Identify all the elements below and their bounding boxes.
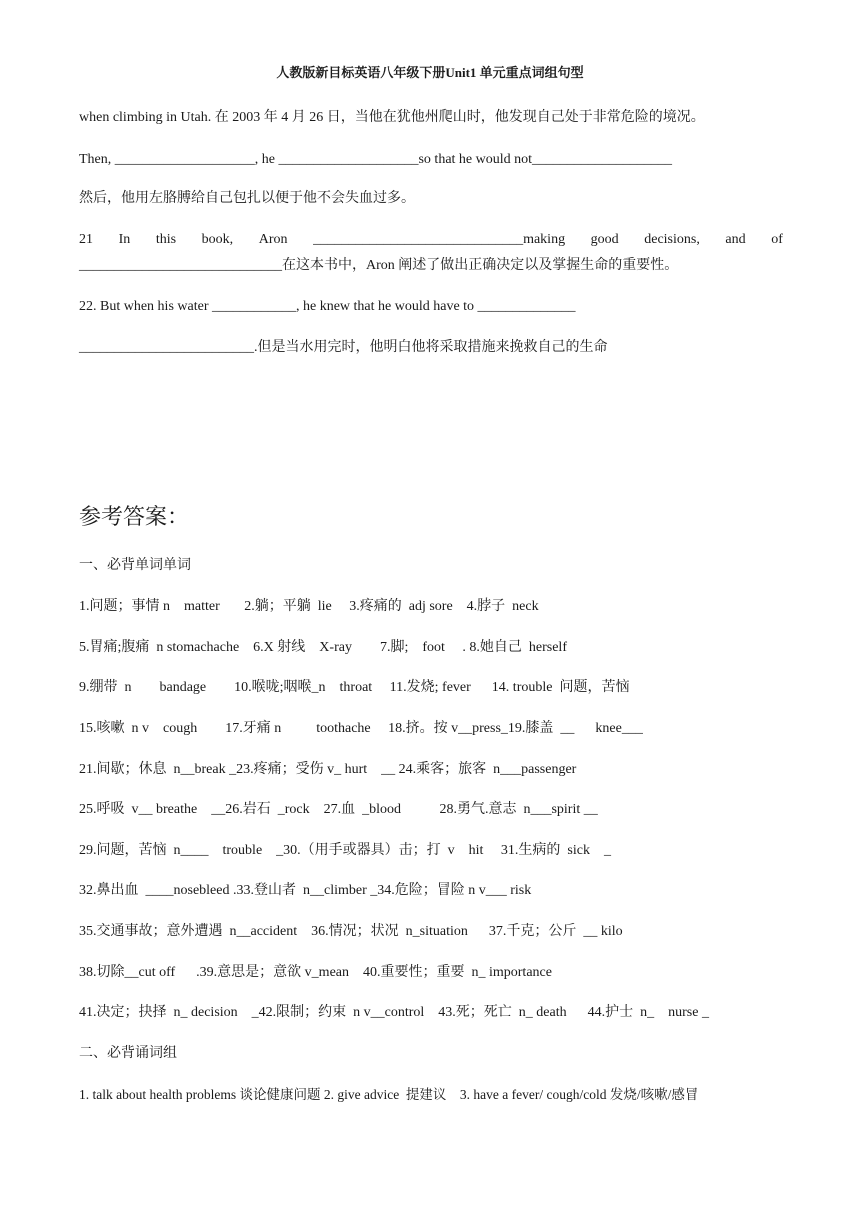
- answer-line: 21.间歇；休息 n__break _23.疼痛；受伤 v_ hurt __ 24.乘客；旅客 n___passenger: [79, 762, 577, 777]
- answer-line: 41.决定；抉择 n_ decision _42.限制；约束 n v__control 43.死；死亡 n_ death 44.护士 n_ nurse _: [79, 1005, 709, 1020]
- q21-word: Aron: [258, 232, 288, 247]
- q21-word: 21: [79, 232, 93, 247]
- answer-line: 32.鼻出血 ____nosebleed .33.登山者 n__climber _34.危险；冒险 n v___ risk: [79, 883, 532, 898]
- exercise-line-then: Then, ____________________, he ____________________so that he would not____________________: [79, 152, 673, 167]
- exercise-21-line1: [79, 231, 783, 249]
- q21-word: In: [118, 232, 131, 247]
- answer-section-title: 参考答案：: [79, 505, 190, 530]
- answer-line: 35.交通事故；意外遭遇 n__accident 36.情况；状况 n_situation 37.千克；公斤 __ kilo: [79, 924, 623, 939]
- exercise-line-utah: when climbing in Utah. 在 2003 年 4 月 26 日，当他在犹他州爬山时，他发现自己处于非常危险的境况。: [79, 110, 705, 125]
- section2-heading: 二、必背诵词组: [79, 1046, 177, 1061]
- q21-word: of: [771, 232, 783, 247]
- q21-word: good: [590, 232, 619, 247]
- q21-word: this: [155, 232, 177, 247]
- exercise-22-line1: 22. But when his water ____________, he knew that he would have to ______________: [79, 299, 576, 314]
- page-header-title: 人教版新目标英语八年级下册Unit1 单元重点词组句型: [276, 65, 584, 80]
- q21-word: and: [725, 232, 746, 247]
- q21-word: book,: [201, 232, 234, 247]
- answer-line: 1.问题；事情 n matter 2.躺；平躺 lie 3.疼痛的 adj sore 4.脖子 neck: [79, 599, 539, 614]
- phrase-line: 1. talk about health problems 谈论健康问题 2. give advice 提建议 3. have a fever/ cough/cold 发烧/咳嗽/感冒: [79, 1087, 699, 1102]
- answer-line: 5.胃痛;腹痛 n stomachache 6.X 射线 X-ray 7.脚; foot . 8.她自己 herself: [79, 640, 567, 655]
- answer-line: 9.绷带 n bandage 10.喉咙;咽喉_n throat 11.发烧; fever 14. trouble 问题，苦恼: [79, 680, 630, 695]
- answer-line: 15.咳嗽 n v cough 17.牙痛 n toothache 18.挤。按 v__press_19.膝盖 __ knee___: [79, 721, 643, 736]
- exercise-line-translation: 然后，他用左胳膊给自己包扎以便于他不会失血过多。: [79, 191, 415, 206]
- exercise-22-line2: _________________________.但是当水用完时，他明白他将采取措施来挽救自己的生命: [79, 340, 608, 355]
- answer-line: 29.问题，苦恼 n____ trouble _30.（用手或器具）击；打 v hit 31.生病的 sick _: [79, 843, 611, 858]
- answer-line: 25.呼吸 v__ breathe __26.岩石 _rock 27.血 _blood 28.勇气.意志 n___spirit __: [79, 802, 598, 817]
- section1-heading: 一、必背单词单词: [79, 558, 191, 573]
- q21-word: decisions,: [644, 232, 700, 247]
- answer-line: 38.切除__cut off .39.意思是；意欲 v_mean 40.重要性；重要 n_ importance: [79, 965, 552, 980]
- exercise-21-line2: _____________________________在这本书中，Aron 阐述了做出正确决定以及掌握生命的重要性。: [79, 258, 679, 273]
- q21-word: ______________________________making: [313, 232, 566, 247]
